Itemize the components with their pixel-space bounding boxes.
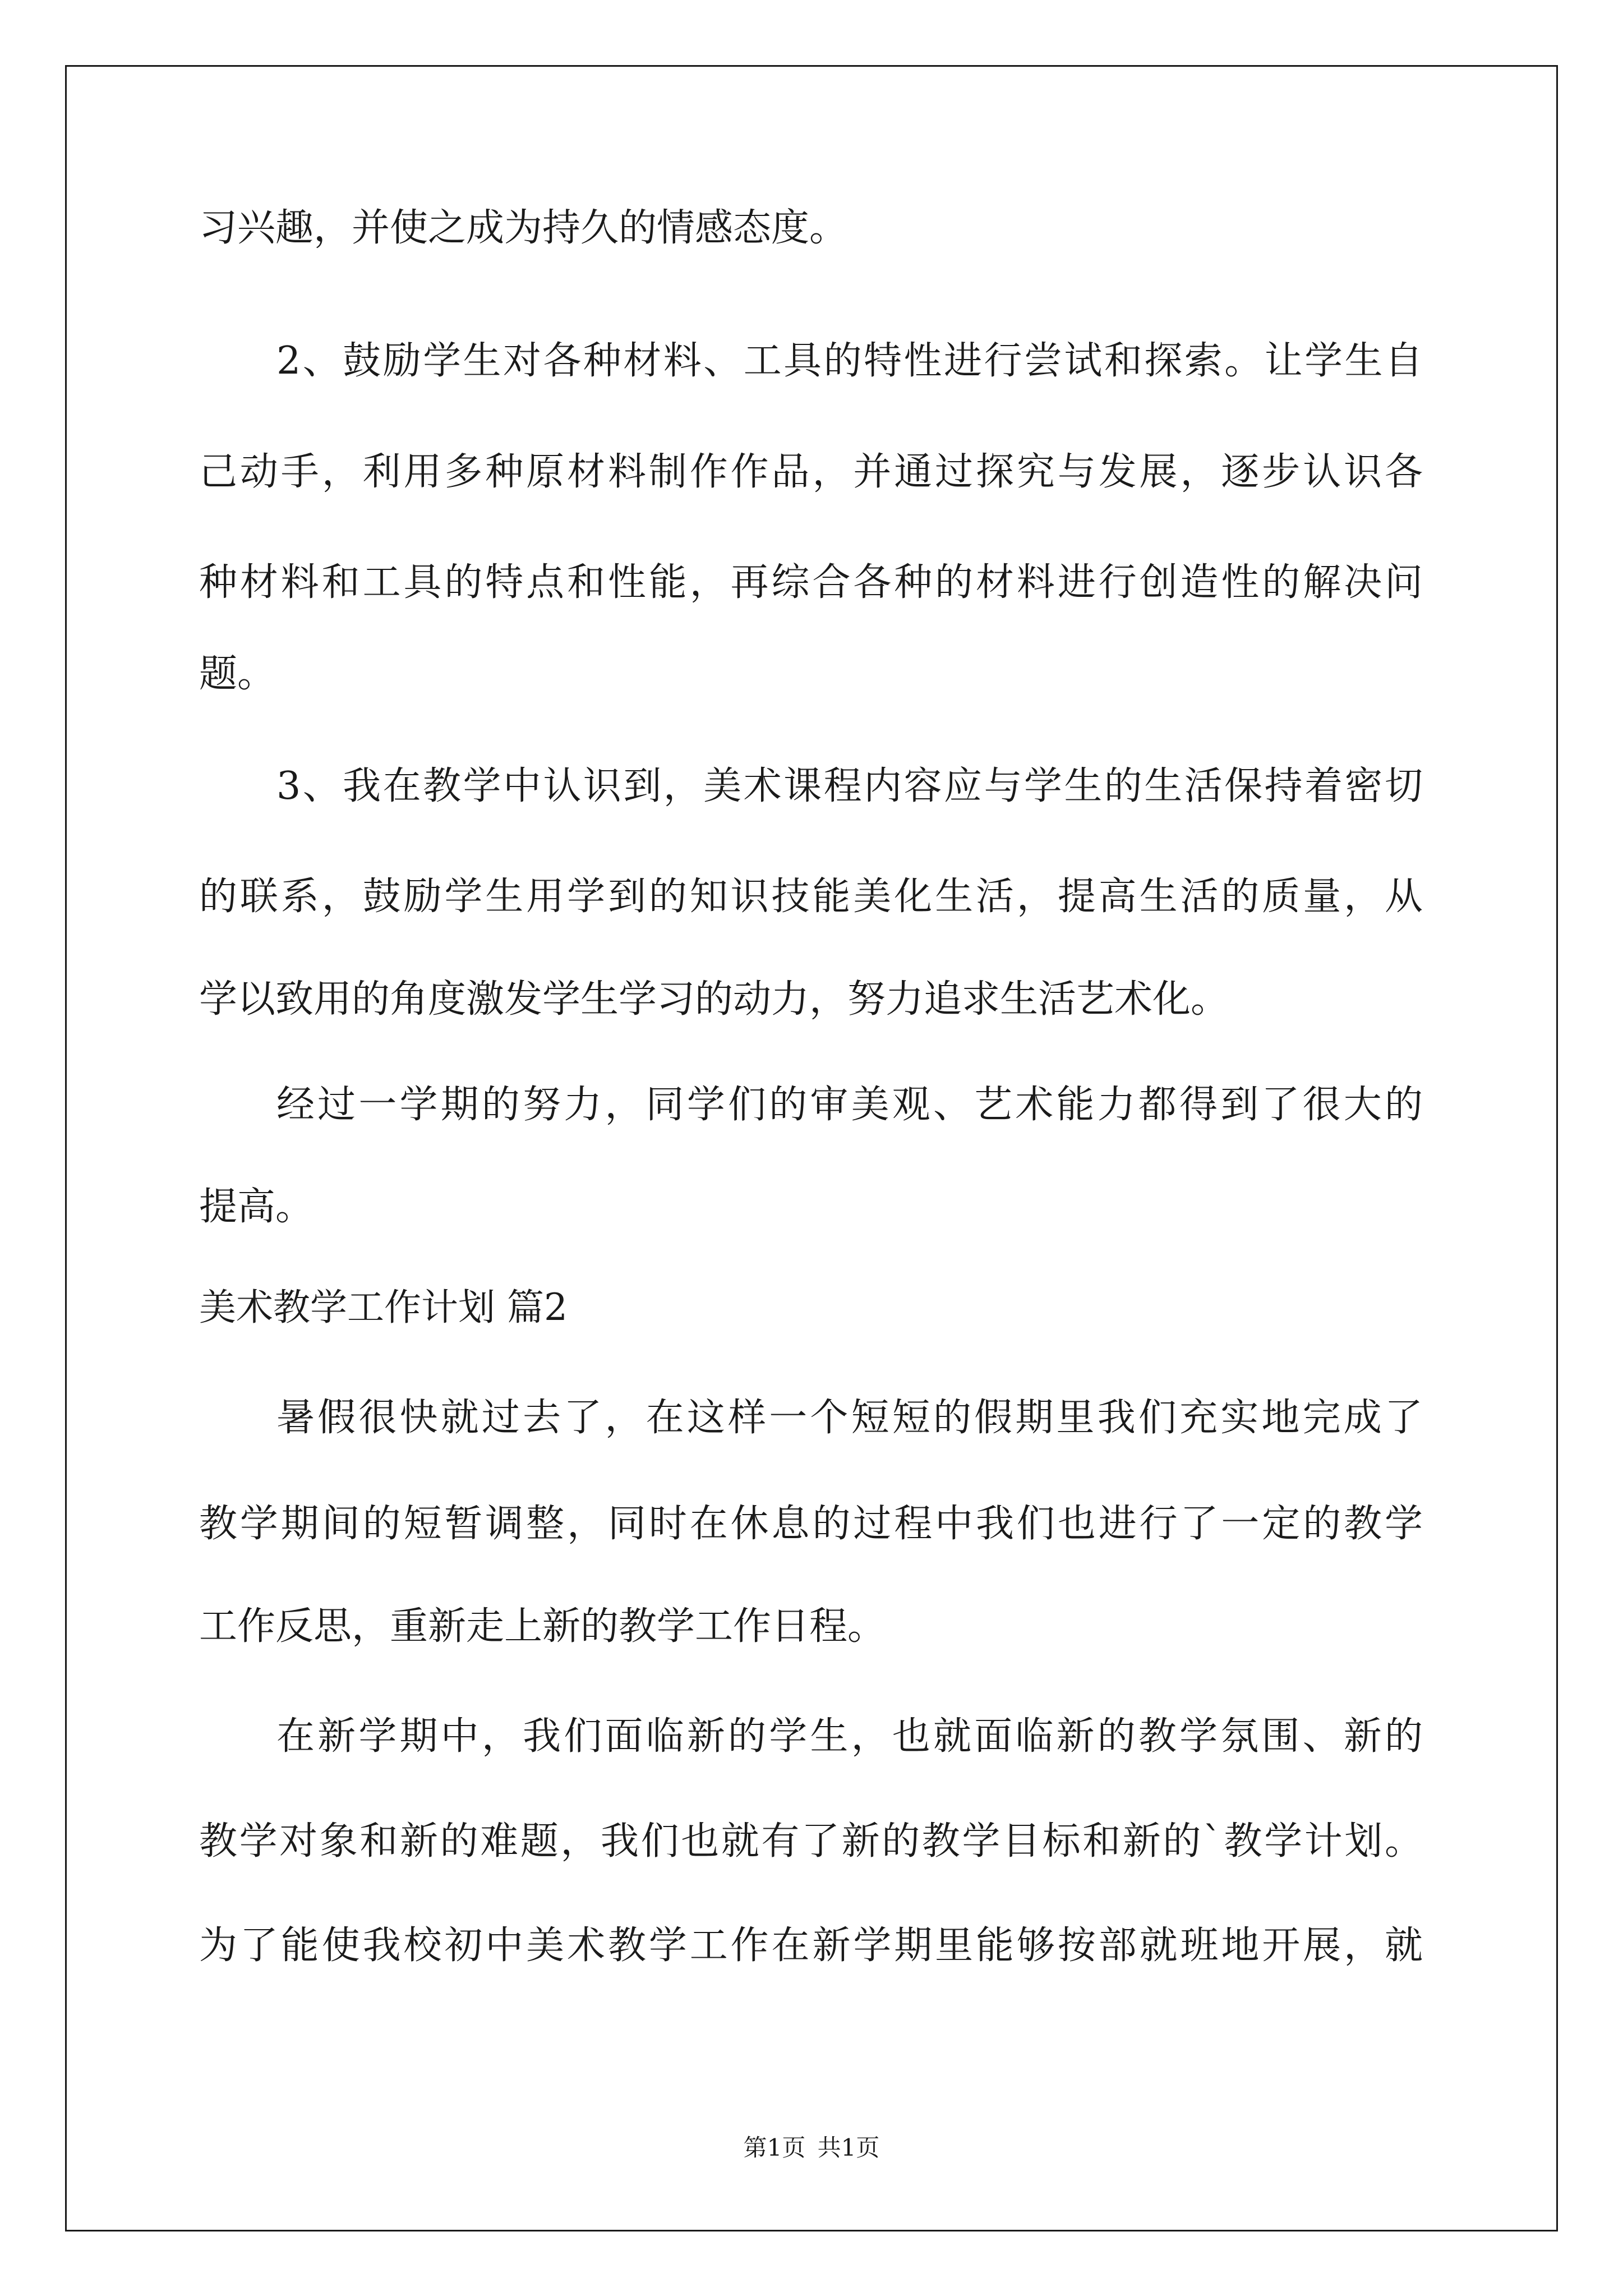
text-line: 经过一学期的努力，同学们的审美观、艺术能力都得到了很大的 [276,1083,1423,1127]
page-footer: 第1页 共1页 [743,2134,880,2161]
text-line: 习兴趣，并使之成为持久的情感态度。 [199,206,848,250]
text-line: 为了能使我校初中美术教学工作在新学期里能够按部就班地开展，就 [199,1924,1423,1968]
text-line: 在新学期中，我们面临新的学生，也就面临新的教学氛围、新的 [276,1714,1423,1759]
text-line: 己动手，利用多种原材料制作作品，并通过探究与发展，逐步认识各 [199,450,1423,494]
section-heading: 美术教学工作计划 篇2 [199,1286,568,1329]
text-line: 种材料和工具的特点和性能，再综合各种的材料进行创造性的解决问 [199,560,1423,605]
page-border [65,65,1558,2231]
text-line: 3、我在教学中认识到，美术课程内容应与学生的生活保持着密切 [276,764,1423,808]
text-line: 的联系，鼓励学生用学到的知识技能美化生活，提高生活的质量，从 [199,875,1423,919]
text-line: 教学期间的短暂调整，同时在休息的过程中我们也进行了一定的教学 [199,1502,1423,1546]
text-line: 工作反思，重新走上新的教学工作日程。 [199,1604,886,1649]
text-line: 题。 [199,652,276,696]
text-line: 学以致用的角度激发学生学习的动力，努力追求生活艺术化。 [199,977,1229,1022]
text-line: 暑假很快就过去了，在这样一个短短的假期里我们充实地完成了 [276,1396,1423,1440]
text-line: 2、鼓励学生对各种材料、工具的特性进行尝试和探索。让学生自 [276,339,1423,383]
text-line: 提高。 [199,1185,314,1229]
text-line: 教学对象和新的难题，我们也就有了新的教学目标和新的`教学计划。 [199,1819,1423,1864]
